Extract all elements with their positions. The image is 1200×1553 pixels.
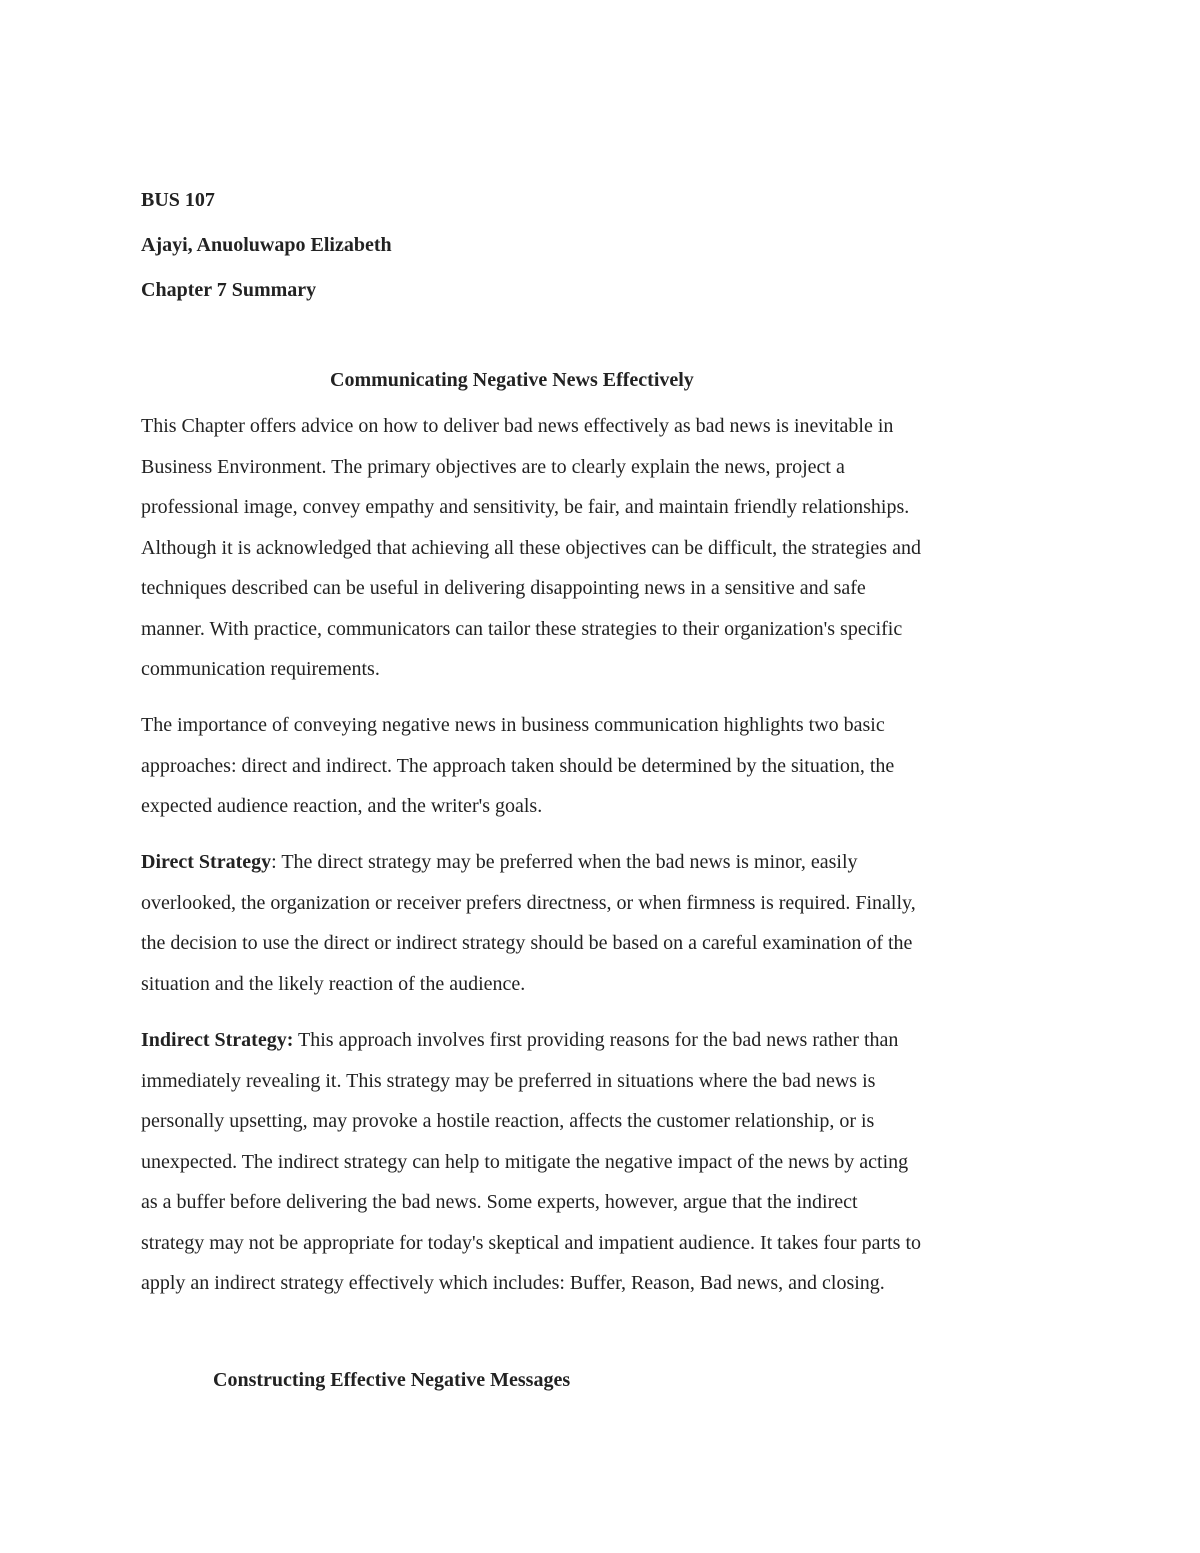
paragraph-line: Although it is acknowledged that achieving all these objectives can be difficult, the strategies and — [141, 537, 921, 559]
paragraph-line: the decision to use the direct or indirect strategy should be based on a careful examination of the — [141, 932, 913, 954]
paragraph-line: The importance of conveying negative news in business communication highlights two basic — [141, 714, 885, 736]
paragraph-line: manner. With practice, communicators can tailor these strategies to their organization's specific — [141, 618, 903, 640]
paragraph-line: expected audience reaction, and the writer's goals. — [141, 795, 543, 817]
paragraph-line: This Chapter offers advice on how to deliver bad news effectively as bad news is inevitable in — [141, 415, 894, 437]
paragraph-line: communication requirements. — [141, 658, 380, 680]
paragraph-line: situation and the likely reaction of the audience. — [141, 973, 526, 995]
indirect-strategy-label: Indirect Strategy: — [141, 1029, 294, 1051]
section-heading-constructing: Constructing Effective Negative Messages — [213, 1369, 571, 1391]
paragraph-line: apply an indirect strategy effectively which includes: Buffer, Reason, Bad news, and closing. — [141, 1272, 885, 1294]
assignment-title: Chapter 7 Summary — [141, 279, 317, 301]
author-name: Ajayi, Anuoluwapo Elizabeth — [141, 234, 392, 256]
direct-strategy-text: : The direct strategy may be preferred when the bad news is minor, easily — [271, 851, 858, 873]
paragraph-line: as a buffer before delivering the bad news. Some experts, however, argue that the indirect — [141, 1191, 858, 1213]
paragraph-line: Business Environment. The primary objectives are to clearly explain the news, project a — [141, 456, 845, 478]
indirect-strategy-first-line — [141, 1028, 898, 1052]
paragraph-line: unexpected. The indirect strategy can help to mitigate the negative impact of the news by acting — [141, 1151, 909, 1173]
course-code: BUS 107 — [141, 189, 215, 211]
paragraph-line: personally upsetting, may provoke a hostile reaction, affects the customer relationship, or is — [141, 1110, 875, 1132]
paragraph-line: professional image, convey empathy and sensitivity, be fair, and maintain friendly relationships. — [141, 496, 910, 518]
direct-strategy-first-line — [141, 850, 858, 874]
paragraph-line: strategy may not be appropriate for today's skeptical and impatient audience. It takes four parts to — [141, 1232, 922, 1254]
paragraph-line: approaches: direct and indirect. The approach taken should be determined by the situation, the — [141, 755, 895, 777]
indirect-strategy-text: This approach involves first providing reasons for the bad news rather than — [293, 1029, 899, 1051]
paragraph-line: immediately revealing it. This strategy may be preferred in situations where the bad news is — [141, 1070, 876, 1092]
section-heading-communicating: Communicating Negative News Effectively — [330, 369, 694, 391]
direct-strategy-label: Direct Strategy — [141, 851, 272, 873]
paragraph-line: overlooked, the organization or receiver prefers directness, or when firmness is required. Finally, — [141, 892, 916, 914]
paragraph-line: techniques described can be useful in delivering disappointing news in a sensitive and safe — [141, 577, 866, 599]
